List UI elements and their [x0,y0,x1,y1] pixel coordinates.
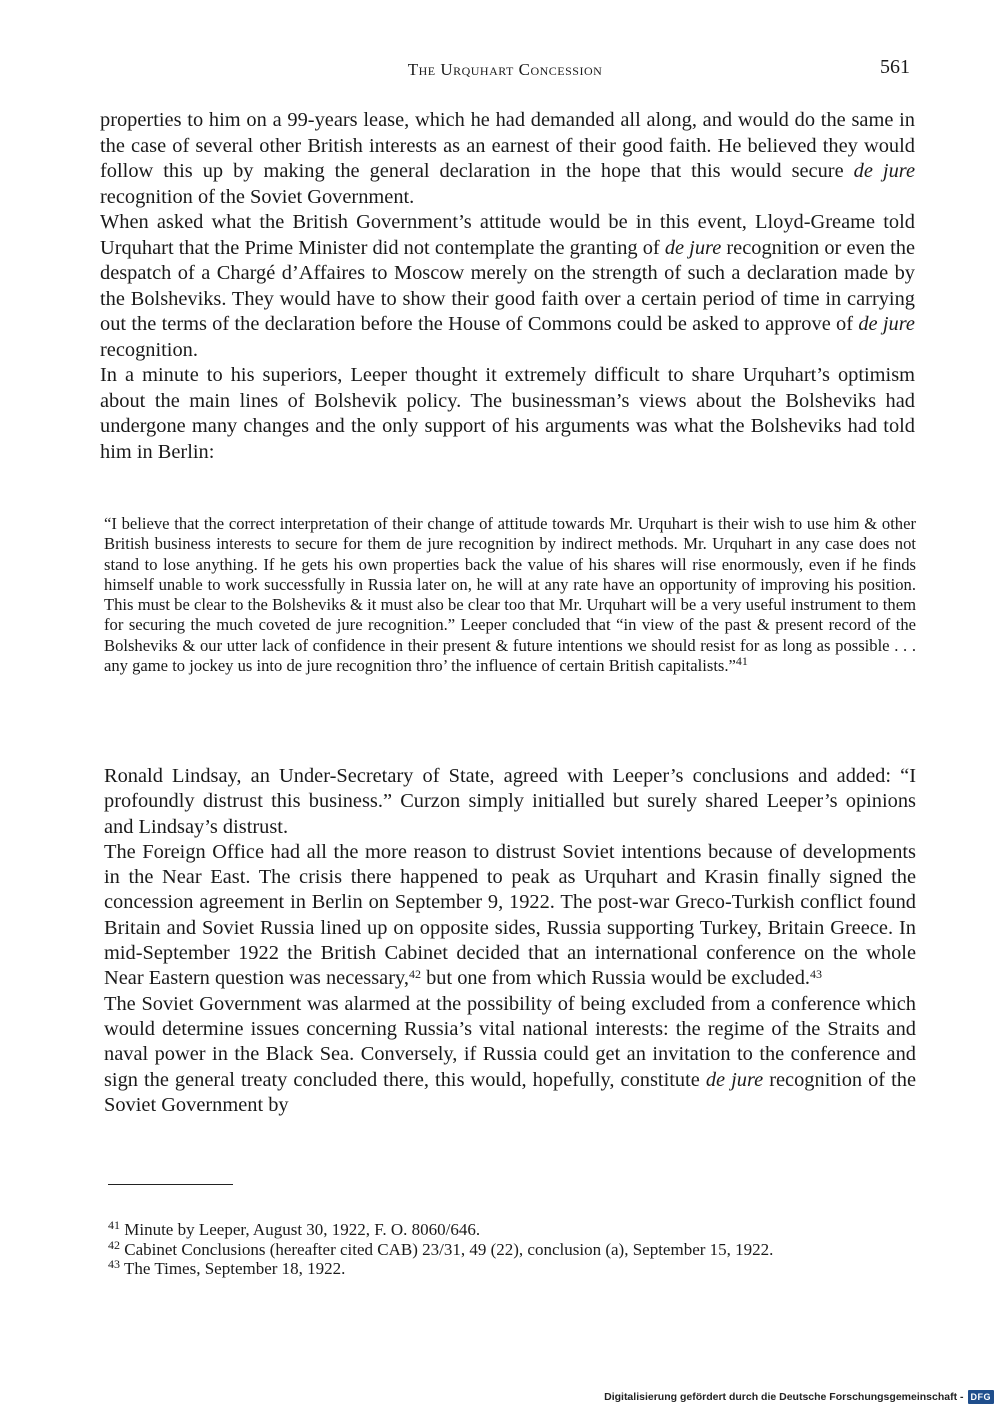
footnote [108,1237,916,1260]
footnote [108,1259,916,1279]
dfg-logo: DFG [968,1390,995,1404]
footnote-number: 41 [108,1218,120,1232]
italic-term: de jure [858,313,915,335]
italic-term: de jure [705,1068,764,1091]
block-quote [104,514,916,676]
page-number: 561 [880,56,910,78]
digitization-credit [604,1386,994,1408]
text-run: properties to him on a 99-years lease, which he had demanded all along, and would do the same in the case of several other British interests as an earnest of their good faith. He believed they would follow this up by making the general declaration in the hope that this would secure [100,109,915,182]
footnote-number: 42 [108,1237,120,1252]
text-run: recognition of the Soviet Government by [104,1068,917,1116]
paragraph [100,210,915,363]
footnote-ref: 43 [810,967,823,982]
paragraph [104,992,916,1118]
body-text-upper [100,108,915,465]
footnote-separator [108,1184,233,1185]
paragraph [104,764,916,840]
running-head [100,56,910,86]
text-run: Ronald Lindsay, an Under-Secretary of State, agreed with Leeper’s conclusions and added: “I profoundly distrust this business.” Curzon simply initialled but surely shared Leeper’s opinions and Lindsay’s distrust. [104,765,916,838]
footnote-ref: 42 [408,967,421,982]
quote-text [104,514,916,676]
footnote-text: Minute by Leeper, August 30, 1922, F. O. 8060/646. [124,1220,481,1239]
text-run: The Foreign Office had all the more reason to distrust Soviet intentions because of developments in the Near East. The crisis there happened to peak as Urquhart and Krasin finally signed the concession agreement in Berlin on September 9, 1922. The post-war Greco-Turkish conflict found Britain and Soviet Russia lined up on opposite sides, Russia supporting Turkey, Britain Greece. In mid-September 1922 the British Cabinet decided that an international conference on the whole Near Eastern question was necessary, [104,840,916,990]
footnote-ref: 41 [735,654,748,669]
paragraph [100,108,915,210]
text-run: but one from which Russia would be excluded. [420,967,811,990]
body-text-lower [104,764,916,1118]
italic-term: de jure [853,160,915,182]
text-run: “I believe that the correct interpretation of their change of attitude towards Mr. Urquhart is their wish to use him & other British business interests to secure for them de jure recognition by indirect methods. Mr. Urquhart in any case does not stand to lose anything. If he gets his own properties back the value of his shares will rise enormously, even if he finds himself unable to work successfully in Russia later on, he will at any rate have an opportunity of improving his position. This must be clear to the Bolsheviks & it must also be clear too that Mr. Urquhart will be a very useful instrument to them for securing the much coveted de jure recognition.” Leeper concluded that “in view of the past & present record of the Bolsheviks & our utter lack of confidence in their present & future intentions we should resist for as long as possible . . . any game to jockey us into de jure recognition thro’ the influence of certain British capitalists.” [104,514,916,676]
running-title: The Urquhart Concession [407,60,603,79]
text-run: recognition of the Soviet Government. [100,185,415,208]
text-run: The Soviet Government was alarmed at the possibility of being excluded from a conference which would determine issues concerning Russia’s vital national interests: the regime of the Straits and naval power in the Black Sea. Conversely, if Russia could get an invitation to the conference and sign the general treaty concluded there, this would, hopefully, constitute [104,992,916,1091]
footnote-text: The Times, September 18, 1922. [123,1259,346,1278]
text-run: In a minute to his superiors, Leeper thought it extremely difficult to share Urquhart’s optimism about the main lines of Bolshevik policy. The businessman’s views about the Bolsheviks had undergone many changes and the only support of his arguments was what the Bolsheviks had told him in Berlin: [100,364,915,463]
italic-term: de jure [664,236,722,259]
footnote [108,1220,916,1240]
text-run: recognition. [100,338,198,361]
footnote-text: Cabinet Conclusions (hereafter cited CAB) 23/31, 49 (22), conclusion (a), September 15, 1922. [124,1239,774,1259]
paragraph [104,840,916,992]
paragraph [100,363,915,465]
footnotes [108,1220,916,1279]
text-run: recognition or even the despatch of a Chargé d’Affaires to Moscow merely on the strength of such a declaration made by the Bolsheviks. They would have to show their good faith over a certain period of time in carrying out the terms of the declaration before the House of Commons could be asked to approve of [100,236,915,335]
text-run: When asked what the British Government’s attitude would be in this event, Lloyd-Greame told Urquhart that the Prime Minister did not contemplate the granting of [100,211,915,259]
credit-text: Digitalisierung gefördert durch die Deutsche Forschungsgemeinschaft - [604,1391,964,1403]
footnote-number: 43 [108,1257,120,1271]
